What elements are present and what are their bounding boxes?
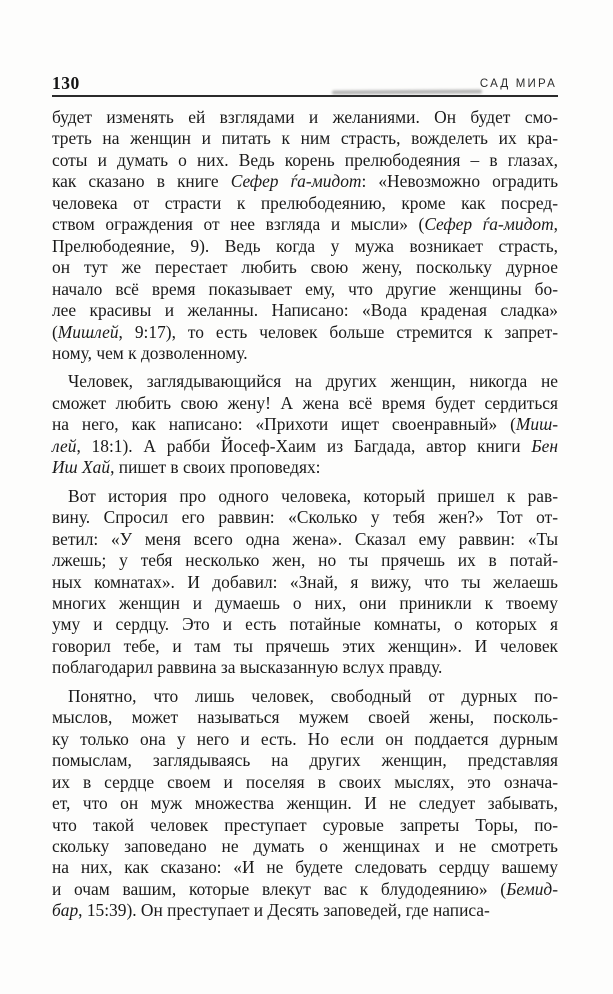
text-line: бар, 15:39). Он преступает и Десять заповедей, где написа- bbox=[52, 900, 490, 921]
text-line: ных комнатах». И добавил: «Знай, я вижу, что ты желаешь bbox=[52, 571, 558, 592]
text-line: уму и сердцу. Это и есть потайные комнаты, о которых я bbox=[52, 614, 558, 635]
text-line: Понятно, что лишь человек, свободный от дурных по- bbox=[68, 685, 558, 706]
text-line: на него, как написано: «Прихоти ищет своенравный» (Миш- bbox=[52, 414, 558, 435]
page-number: 130 bbox=[52, 73, 80, 93]
text-line: ному, чем к дозволенному. bbox=[52, 342, 248, 363]
text-line: будет изменять ей взглядами и желаниями. Он будет смо- bbox=[52, 107, 558, 127]
text-block bbox=[52, 107, 558, 922]
header-rule bbox=[52, 95, 558, 97]
text-line: помыслам, заглядываясь на других женщин, представляя bbox=[52, 750, 558, 771]
text-line: он тут же перестает любить свою жену, поскольку дурное bbox=[52, 257, 558, 278]
text-line: человека от страсти к прелюбодеянию, кроме как посред- bbox=[52, 192, 558, 213]
text-line: говорил тебе, и там ты прячешь этих женщин». И человек bbox=[52, 635, 558, 656]
paragraph bbox=[52, 371, 558, 478]
paragraph bbox=[52, 686, 558, 922]
text-line: что такой человек преступает суровые запреты Торы, по- bbox=[52, 814, 558, 835]
text-line: ветил: «У меня всего одна жена». Сказал ему раввин: «Ты bbox=[52, 528, 558, 549]
text-line: скольку заповедано не думать о женщинах и не смотреть bbox=[52, 835, 558, 856]
text-line: (Мишлей, 9:17), то есть человек больше стремится к запрет- bbox=[52, 321, 558, 342]
running-head: САД МИРА bbox=[479, 78, 557, 90]
text-line: вину. Спросил его раввин: «Сколько у тебя жен?» Тот от- bbox=[52, 507, 558, 528]
text-line: многих женщин и думаешь о них, они приникли к твоему bbox=[52, 592, 558, 613]
text-line: лей, 18:1). А рабби Йосеф-Хаим из Багдада, автор книги Бен bbox=[52, 435, 558, 456]
text-line: лжешь; у тебя несколько жен, но ты прячешь их в потай- bbox=[52, 550, 558, 571]
text-line: Иш Хай, пишет в своих проповедях: bbox=[52, 457, 321, 478]
text-line: ку только она у него и есть. Но если он поддается дурным bbox=[52, 728, 558, 749]
text-line: поблагодарил раввина за высказанную вслух правду. bbox=[52, 657, 443, 678]
text-line: сможет любить свою жену! А жена всё время будет сердиться bbox=[52, 392, 558, 413]
text-line: их в сердце своем и поселяя в своих мыслях, это означа- bbox=[52, 771, 558, 792]
text-line: мыслов, может называться мужем своей жены, посколь- bbox=[52, 707, 558, 728]
text-line: как сказано в книге Сефер ѓа-мидот: «Невозможно оградить bbox=[52, 171, 559, 192]
text-line: ством ограждения от нее взгляда и мысли» (Сефер ѓа-мидот, bbox=[52, 214, 558, 235]
text-line: Прелюбодеяние, 9). Ведь когда у мужа возникает страсть, bbox=[52, 235, 558, 256]
text-line: и очам вашим, которые влекут вас к блудодеянию» (Бемид- bbox=[52, 878, 558, 899]
paragraph bbox=[52, 107, 558, 364]
text-line: начало всё время показывает ему, что другие женщины бо- bbox=[52, 278, 558, 299]
text-line: на них, как сказано: «И не будете следовать сердцу вашему bbox=[52, 857, 558, 878]
text-line: ет, что он муж множества женщин. И не следует забывать, bbox=[52, 793, 558, 814]
text-line: Вот история про одного человека, который пришел к рав- bbox=[68, 485, 558, 506]
text-line: соты и думать о них. Ведь корень прелюбодеяния – в глазах, bbox=[52, 149, 558, 170]
paragraph bbox=[52, 486, 558, 679]
text-line: Человек, заглядывающийся на других женщин, никогда не bbox=[68, 371, 558, 392]
text-line: лее красивы и желанны. Написано: «Вода краденая сладка» bbox=[52, 300, 558, 321]
scan-bleedthrough-artifact bbox=[332, 89, 482, 94]
text-line: треть на женщин и питать к ним страсть, вожделеть их кра- bbox=[52, 128, 558, 149]
